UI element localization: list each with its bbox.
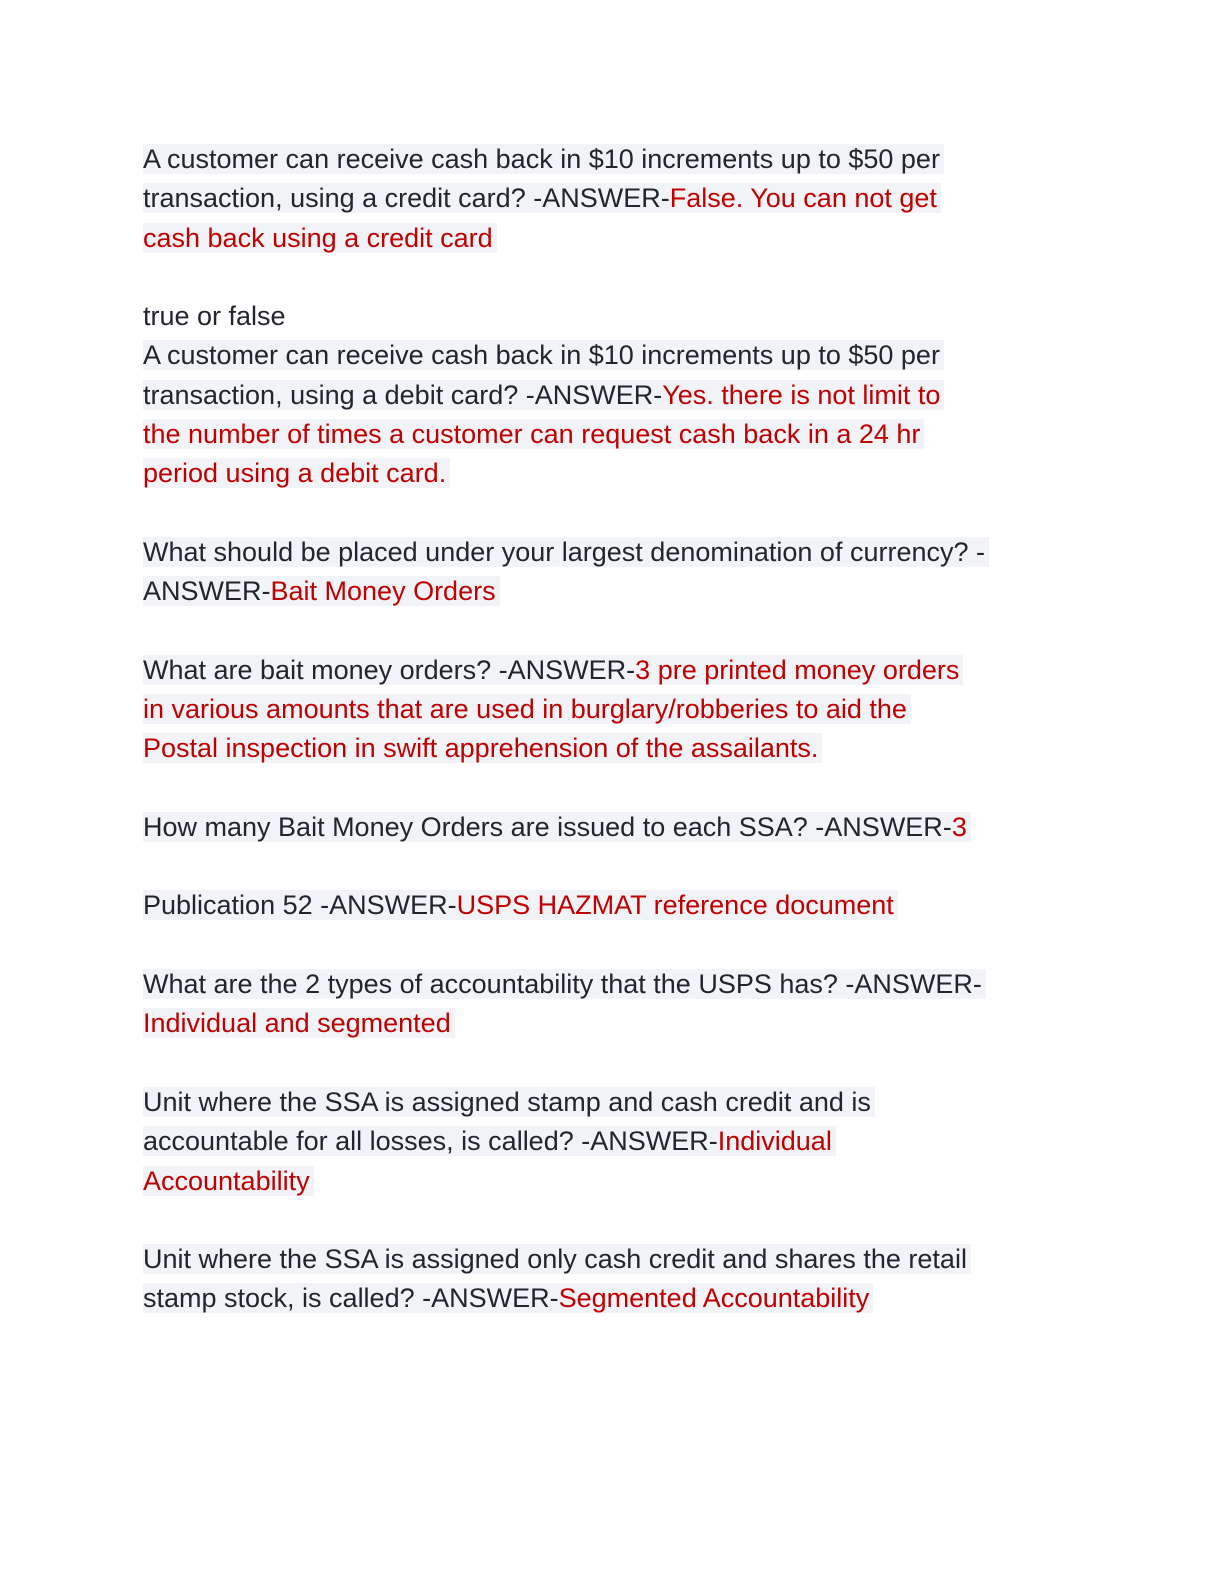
question-line	[143, 575, 500, 608]
answer-text: cash back using a credit card	[143, 223, 497, 253]
question-line	[143, 536, 989, 569]
answer-text: Bait Money Orders	[270, 576, 496, 606]
question-text: Unit where the SSA is assigned only cash credit and shares the retail	[143, 1244, 971, 1274]
question-text: accountable for all losses, is called? -ANSWER-	[143, 1126, 718, 1156]
answer-text: Individual and segmented	[143, 1008, 455, 1038]
question-text: transaction, using a debit card? -ANSWER-	[143, 380, 663, 410]
answer-text: Accountability	[143, 1166, 314, 1196]
answer-text: in various amounts that are used in burglary/robberies to aid the	[143, 694, 911, 724]
question-text: Publication 52 -ANSWER-	[143, 890, 457, 920]
answer-text: the number of times a customer can request cash back in a 24 hr	[143, 419, 924, 449]
question-text: What are the 2 types of accountability that the USPS has? -ANSWER-	[143, 969, 986, 999]
question-text: How many Bait Money Orders are issued to each SSA? -ANSWER-	[143, 812, 952, 842]
question-line	[143, 1243, 971, 1276]
answer-line	[143, 732, 822, 765]
question-line	[143, 143, 944, 176]
question-text: stamp stock, is called? -ANSWER-	[143, 1283, 559, 1313]
answer-line	[143, 418, 924, 451]
answer-text: Yes. there is not limit to	[662, 380, 941, 410]
question-line	[143, 968, 986, 1001]
question-line	[143, 1086, 875, 1119]
answer-text: Postal inspection in swift apprehension of the assailants.	[143, 733, 822, 763]
answer-text: period using a debit card.	[143, 458, 450, 488]
answer-line	[143, 693, 911, 726]
question-text: A customer can receive cash back in $10 increments up to $50 per	[143, 340, 944, 370]
question-text: true or false	[143, 301, 286, 331]
answer-line	[143, 457, 450, 490]
question-line	[143, 300, 286, 333]
question-line	[143, 654, 963, 687]
answer-text: USPS HAZMAT reference document	[456, 890, 894, 920]
answer-text: False. You can not get	[669, 183, 937, 213]
answer-line	[143, 1165, 314, 1198]
question-line	[143, 339, 944, 372]
answer-line	[143, 222, 497, 255]
question-line	[143, 1125, 836, 1158]
question-text: What should be placed under your largest denomination of currency? -	[143, 537, 989, 567]
question-text: ANSWER-	[143, 576, 271, 606]
question-text: What are bait money orders? -ANSWER-	[143, 655, 636, 685]
question-line	[143, 889, 898, 922]
answer-line	[143, 1007, 455, 1040]
question-text: A customer can receive cash back in $10 increments up to $50 per	[143, 144, 944, 174]
question-line	[143, 811, 971, 844]
answer-text: 3 pre printed money orders	[635, 655, 960, 685]
answer-text: Segmented Accountability	[558, 1283, 870, 1313]
answer-text: Individual	[717, 1126, 832, 1156]
question-line	[143, 182, 941, 215]
question-line	[143, 1282, 873, 1315]
question-text: transaction, using a credit card? -ANSWER-	[143, 183, 670, 213]
question-text: Unit where the SSA is assigned stamp and cash credit and is	[143, 1087, 875, 1117]
question-line	[143, 379, 944, 412]
answer-text: 3	[951, 812, 967, 842]
